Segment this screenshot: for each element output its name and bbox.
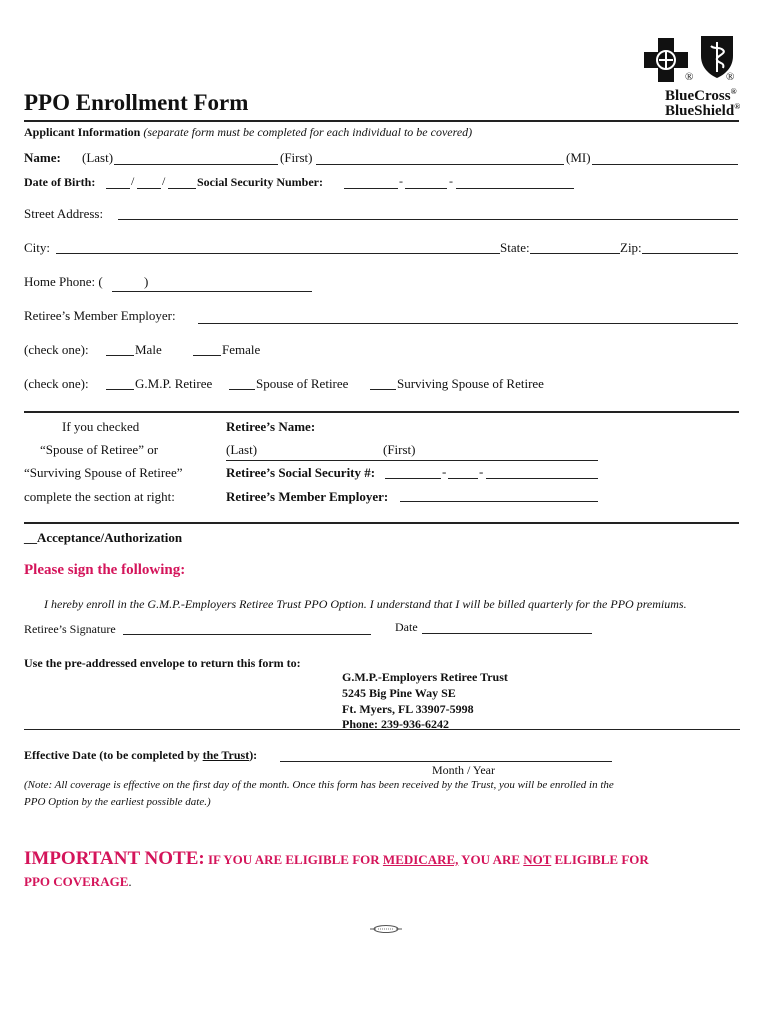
ssn-label: Social Security Number: bbox=[197, 175, 323, 189]
coverage-note-1: (Note: All coverage is effective on the first day of the month. Once this form has been received by the Trust, you will be enrolled in the bbox=[24, 779, 614, 791]
gmp-retiree-label: G.M.P. Retiree bbox=[135, 376, 213, 391]
ssn-part-3-field[interactable] bbox=[456, 188, 574, 189]
retiree-ssn-part-3-field[interactable] bbox=[486, 478, 598, 479]
dob-sep-1: / bbox=[131, 174, 135, 188]
address-line-2: 5245 Big Pine Way SE bbox=[342, 686, 456, 700]
retiree-ssn-label: Retiree’s Social Security #: bbox=[226, 465, 376, 480]
name-mi-field[interactable] bbox=[592, 164, 738, 165]
male-label: Male bbox=[135, 342, 162, 357]
address-line-3: Ft. Myers, FL 33907-5998 bbox=[342, 702, 474, 716]
retiree-instruction-3: “Surviving Spouse of Retiree” bbox=[24, 465, 183, 480]
footer-ornament-icon bbox=[368, 924, 404, 934]
dob-year-field[interactable] bbox=[168, 188, 196, 189]
spouse-checkbox[interactable] bbox=[229, 389, 255, 390]
home-phone-field[interactable] bbox=[112, 291, 312, 292]
retiree-instruction-2: “Spouse of Retiree” or bbox=[40, 442, 159, 457]
retiree-ssn-dash-1: - bbox=[442, 464, 447, 479]
enrollment-statement: I hereby enroll in the G.M.P.-Employers Retiree Trust PPO Option. I understand that I will be billed quarterly for the PPO premiums. bbox=[44, 597, 687, 611]
street-field[interactable] bbox=[118, 219, 738, 220]
ssn-part-1-field[interactable] bbox=[344, 188, 398, 189]
employer-label: Retiree’s Member Employer: bbox=[24, 308, 176, 323]
name-last-field[interactable] bbox=[114, 164, 278, 165]
retiree-first-label: (First) bbox=[383, 442, 416, 457]
ssn-part-2-field[interactable] bbox=[405, 188, 447, 189]
retiree-ssn-part-2-field[interactable] bbox=[448, 478, 478, 479]
gender-check-one-label: (check one): bbox=[24, 342, 89, 357]
zip-label: Zip: bbox=[620, 240, 642, 255]
retiree-last-label: (Last) bbox=[226, 442, 258, 457]
dob-month-field[interactable] bbox=[106, 188, 130, 189]
female-checkbox[interactable] bbox=[193, 355, 221, 356]
return-instruction: Use the pre-addressed envelope to return this form to: bbox=[24, 656, 301, 670]
dob-sep-2: / bbox=[162, 174, 166, 188]
surviving-spouse-label: Surviving Spouse of Retiree bbox=[397, 376, 544, 391]
retiree-ssn-dash-2: - bbox=[479, 464, 484, 479]
coverage-note-2: PPO Option by the earliest possible date.) bbox=[24, 796, 211, 808]
name-last-label: (Last) bbox=[82, 150, 114, 165]
effective-date-label: Effective Date (to be completed by the Trust): bbox=[24, 748, 258, 762]
please-sign-heading: Please sign the following: bbox=[24, 562, 186, 578]
female-label: Female bbox=[222, 342, 261, 357]
page-title: PPO Enrollment Form bbox=[24, 90, 249, 115]
male-checkbox[interactable] bbox=[106, 355, 134, 356]
brand-line-1: BlueCross® bbox=[665, 87, 737, 104]
name-mi-label: (MI) bbox=[566, 150, 591, 165]
section-divider-1 bbox=[24, 411, 739, 413]
blue-cross-icon bbox=[642, 36, 690, 84]
date-field[interactable] bbox=[422, 633, 592, 634]
address-phone: Phone: 239-936-6242 bbox=[342, 717, 449, 731]
section-divider-2 bbox=[24, 522, 739, 524]
ssn-dash-1: - bbox=[399, 174, 403, 188]
ssn-dash-2: - bbox=[449, 174, 453, 188]
title-divider bbox=[24, 120, 739, 122]
month-year-label: Month / Year bbox=[432, 763, 496, 777]
registered-mark-2: ® bbox=[726, 71, 735, 83]
retiree-name-label: Retiree’s Name: bbox=[226, 419, 316, 434]
important-note-line-1: IMPORTANT NOTE: IF YOU ARE ELIGIBLE FOR MEDICARE, YOU ARE NOT ELIGIBLE FOR bbox=[24, 848, 649, 869]
spouse-label: Spouse of Retiree bbox=[256, 376, 349, 391]
street-label: Street Address: bbox=[24, 206, 104, 221]
name-label: Name: bbox=[24, 150, 61, 165]
home-phone-label: Home Phone: ( bbox=[24, 274, 103, 289]
name-first-field[interactable] bbox=[316, 164, 564, 165]
city-label: City: bbox=[24, 240, 51, 255]
date-label: Date bbox=[395, 620, 418, 634]
acceptance-heading[interactable]: __Acceptance/Authorization bbox=[24, 530, 183, 545]
retiree-ssn-part-1-field[interactable] bbox=[385, 478, 441, 479]
signature-field[interactable] bbox=[123, 634, 371, 635]
retiree-employer-label: Retiree’s Member Employer: bbox=[226, 489, 389, 504]
retiree-employer-field[interactable] bbox=[400, 501, 598, 502]
signature-label: Retiree’s Signature bbox=[24, 622, 116, 636]
retiree-instruction-1: If you checked bbox=[62, 419, 140, 434]
state-label: State: bbox=[500, 240, 530, 255]
dob-label: Date of Birth: bbox=[24, 175, 96, 189]
name-first-label: (First) bbox=[280, 150, 313, 165]
retiree-name-field[interactable] bbox=[226, 460, 598, 461]
employer-field[interactable] bbox=[198, 323, 738, 324]
registered-mark: ® bbox=[685, 71, 694, 83]
retiree-instruction-4: complete the section at right: bbox=[24, 489, 175, 504]
section-divider-3 bbox=[24, 729, 740, 730]
surviving-spouse-checkbox[interactable] bbox=[370, 389, 396, 390]
dob-day-field[interactable] bbox=[137, 188, 161, 189]
applicant-heading: Applicant Information (separate form must be completed for each individual to be covered) bbox=[24, 125, 473, 139]
brand-line-2: BlueShield® bbox=[665, 102, 741, 119]
effective-date-field[interactable] bbox=[280, 761, 612, 762]
important-note-line-2: PPO COVERAGE. bbox=[24, 874, 132, 889]
home-phone-close-paren: ) bbox=[144, 274, 149, 289]
status-check-one-label: (check one): bbox=[24, 376, 89, 391]
gmp-retiree-checkbox[interactable] bbox=[106, 389, 134, 390]
address-line-1: G.M.P.-Employers Retiree Trust bbox=[342, 670, 508, 684]
